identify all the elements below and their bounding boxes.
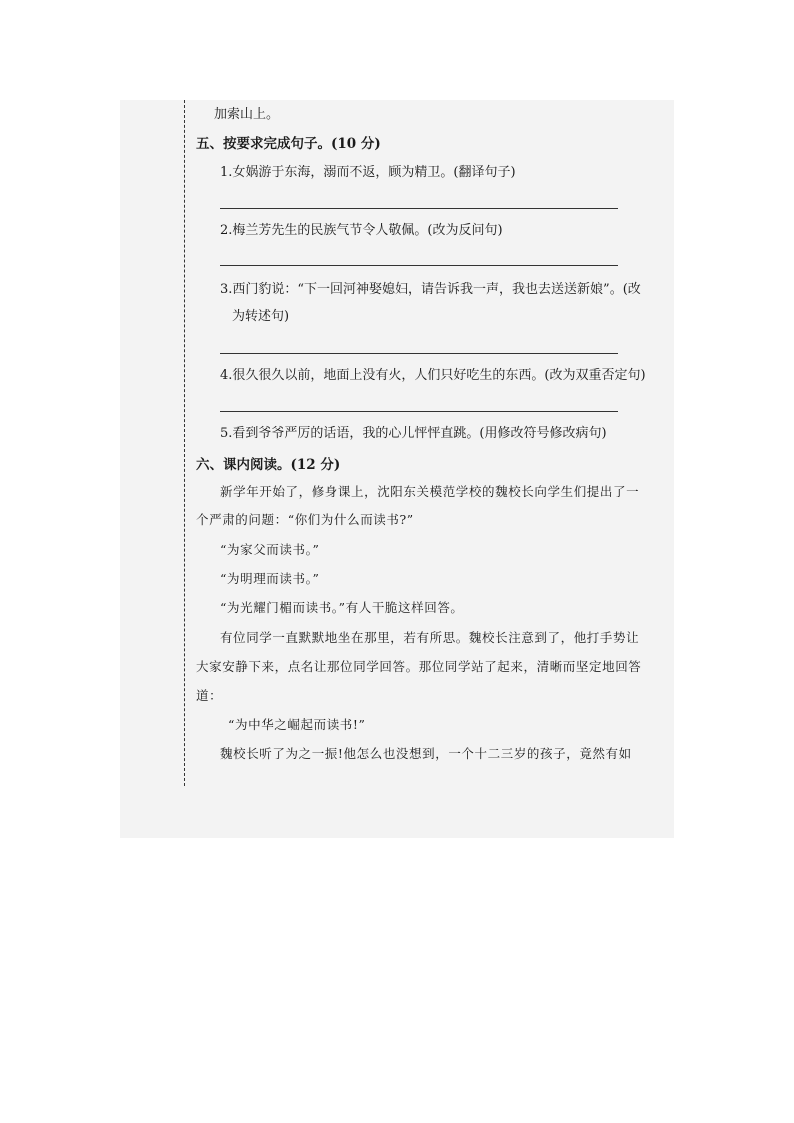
question-1: 1.女娲游于东海，溺而不返，顾为精卫。(翻译句子) — [220, 165, 516, 180]
question-2: 2.梅兰芳先生的民族气节令人敬佩。(改为反问句) — [220, 223, 503, 238]
section6-heading: 六、课内阅读。(12 分) — [196, 457, 341, 473]
passage-answer-4: “为中华之崛起而读书!” — [228, 717, 366, 732]
passage-p3-line1: 魏校长听了为之一振!他怎么也没想到，一个十二三岁的孩子，竟然有如 — [220, 746, 632, 761]
question-3-line2: 为转述句) — [232, 309, 290, 324]
passage-answer-1: “为家父而读书。” — [220, 542, 320, 557]
section5-heading: 五、按要求完成句子。(10 分) — [196, 136, 381, 152]
carryover-text: 加索山上。 — [214, 107, 280, 122]
question-4: 4.很久很久以前，地面上没有火，人们只好吃生的东西。(改为双重否定句) — [220, 368, 646, 383]
passage-p1-line1: 新学年开始了，修身课上，沈阳东关模范学校的魏校长向学生们提出了一 — [220, 484, 640, 499]
passage-p1-line2: 个严肃的问题：“你们为什么而读书?” — [196, 512, 414, 527]
answer-line-3[interactable] — [220, 353, 618, 354]
binding-dashed-line — [184, 100, 185, 786]
question-5: 5.看到爷爷严厉的话语，我的心儿怦怦直跳。(用修改符号修改病句) — [220, 426, 607, 441]
passage-p2-line3: 道： — [196, 688, 223, 703]
question-3-line1: 3.西门豹说：“下一回河神娶媳妇，请告诉我一声，我也去送送新娘”。(改 — [220, 282, 641, 297]
passage-p2-line1: 有位同学一直默默地坐在那里，若有所思。魏校长注意到了，他打手势让 — [220, 630, 640, 645]
passage-p2-line2: 大家安静下来，点名让那位同学回答。那位同学站了起来，清晰而坚定地回答 — [196, 659, 642, 674]
answer-line-4[interactable] — [220, 411, 618, 412]
passage-answer-3: “为光耀门楣而读书。”有人干脆这样回答。 — [220, 600, 464, 615]
answer-line-1[interactable] — [220, 208, 618, 209]
answer-line-2[interactable] — [220, 265, 618, 266]
passage-answer-2: “为明理而读书。” — [220, 571, 320, 586]
